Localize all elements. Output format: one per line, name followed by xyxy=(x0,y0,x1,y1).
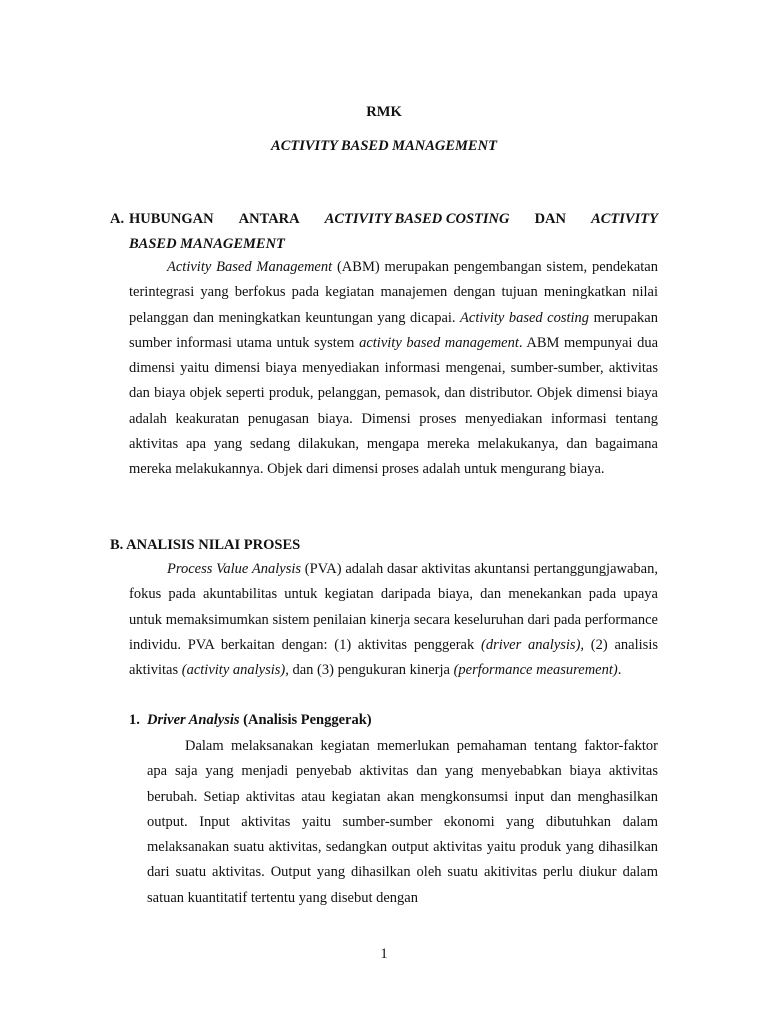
page-number: 1 xyxy=(380,946,388,962)
performance-measurement-term: (performance measurement) xyxy=(453,662,618,679)
section-b-text-1: (PVA) adalah dasar aktivitas akuntansi pertanggungjawaban, fokus pada akuntabilitas untuk kegiatan daripada biaya, dan menekankan pada upaya untuk memaksimumkan sistem penilaian kinerja secara keseluruhan dari pada performance individu. PVA berkaitan dengan: (1) aktivitas penggerak xyxy=(129,561,658,653)
section-a-text-2: merupakan sumber informasi utama untuk system xyxy=(129,309,658,351)
subsection-1-text: Dalam melaksanakan kegiatan memerlukan pemahaman tentang faktor-faktor apa saja yang menjadi penyebab aktivitas dan yang menyebabkan biaya aktivitas berubah. Setiap aktivitas atau kegiatan akan mengkonsumsi input dan menghasilkan output. Input aktivitas yaitu sumber-sumber ekonomi yang dibutuhkan dalam melaksanakan suatu aktivitas, sedangkan output aktivitas yaitu produk yang dihasilkan dari suatu aktivitas. Output yang dihasilkan oleh suatu akitivitas perlu diukur dalam satuan kuantitatif tertentu yang disebut dengan xyxy=(147,738,658,906)
section-a-letter: A. xyxy=(110,211,125,227)
section-b-heading: B. ANALISIS NILAI PROSES xyxy=(110,537,301,553)
section-a-paragraph xyxy=(129,255,658,483)
pva-term: Process Value Analysis xyxy=(167,561,302,577)
section-a-heading-line2: BASED MANAGEMENT xyxy=(129,236,285,253)
section-b-paragraph xyxy=(129,557,658,683)
abm-term-2: activity based management xyxy=(359,334,519,351)
document-subtitle: ACTIVITY BASED MANAGEMENT xyxy=(271,138,497,154)
subsection-1-paragraph xyxy=(147,734,658,911)
abc-term: Activity based costing xyxy=(460,309,590,326)
document-title: RMK xyxy=(366,104,402,120)
section-b-text-4: . xyxy=(617,662,622,679)
driver-analysis-term: (driver analysis), xyxy=(481,636,585,653)
subsection-1-term: Driver Analysis xyxy=(147,712,240,728)
section-a-text-1: (ABM) merupakan pengembangan sistem, pendekatan terintegrasi yang berfokus pada kegiatan manajemen dengan tujuan meningkatkan nilai pelanggan dan meningkatkan keuntungan yang dicapai. xyxy=(129,259,658,326)
subsection-1-heading xyxy=(129,708,658,733)
section-a-word-1: HUBUNGAN xyxy=(129,211,214,227)
subsection-1-number: 1. xyxy=(129,712,140,728)
section-b-text-3: dan (3) pengukuran kinerja xyxy=(288,662,454,679)
section-a-abc-term: ACTIVITY BASED COSTING xyxy=(324,211,510,227)
section-a-text-3: . ABM mempunyai dua dimensi yaitu dimensi biaya menyediakan informasi mengenai, sumber-sumber, aktivitas dan biaya objek seperti produk, pelanggan, pemasok, dan distributor. Objek dimensi biaya adalah keakuratan penugasan biaya. Dimensi proses menyediakan informasi tentang aktivitas apa yang sedang dilakukan, mengapa mereka melakukanya, dan bagaimana mereka melakukannya. Objek dari dimensi proses adalah untuk mengurang biaya. xyxy=(129,334,659,478)
section-a-word-activity: ACTIVITY xyxy=(591,211,658,227)
subsection-1-label: (Analisis Penggerak) xyxy=(239,712,372,728)
section-a-word-dan: DAN xyxy=(534,211,566,227)
activity-analysis-term: (activity analysis), xyxy=(181,662,289,679)
section-b-text-2: (2) analisis aktivitas xyxy=(129,636,658,679)
abm-term: Activity Based Management xyxy=(167,259,333,275)
section-a-word-2: ANTARA xyxy=(238,211,300,227)
section-a-heading xyxy=(110,207,658,258)
